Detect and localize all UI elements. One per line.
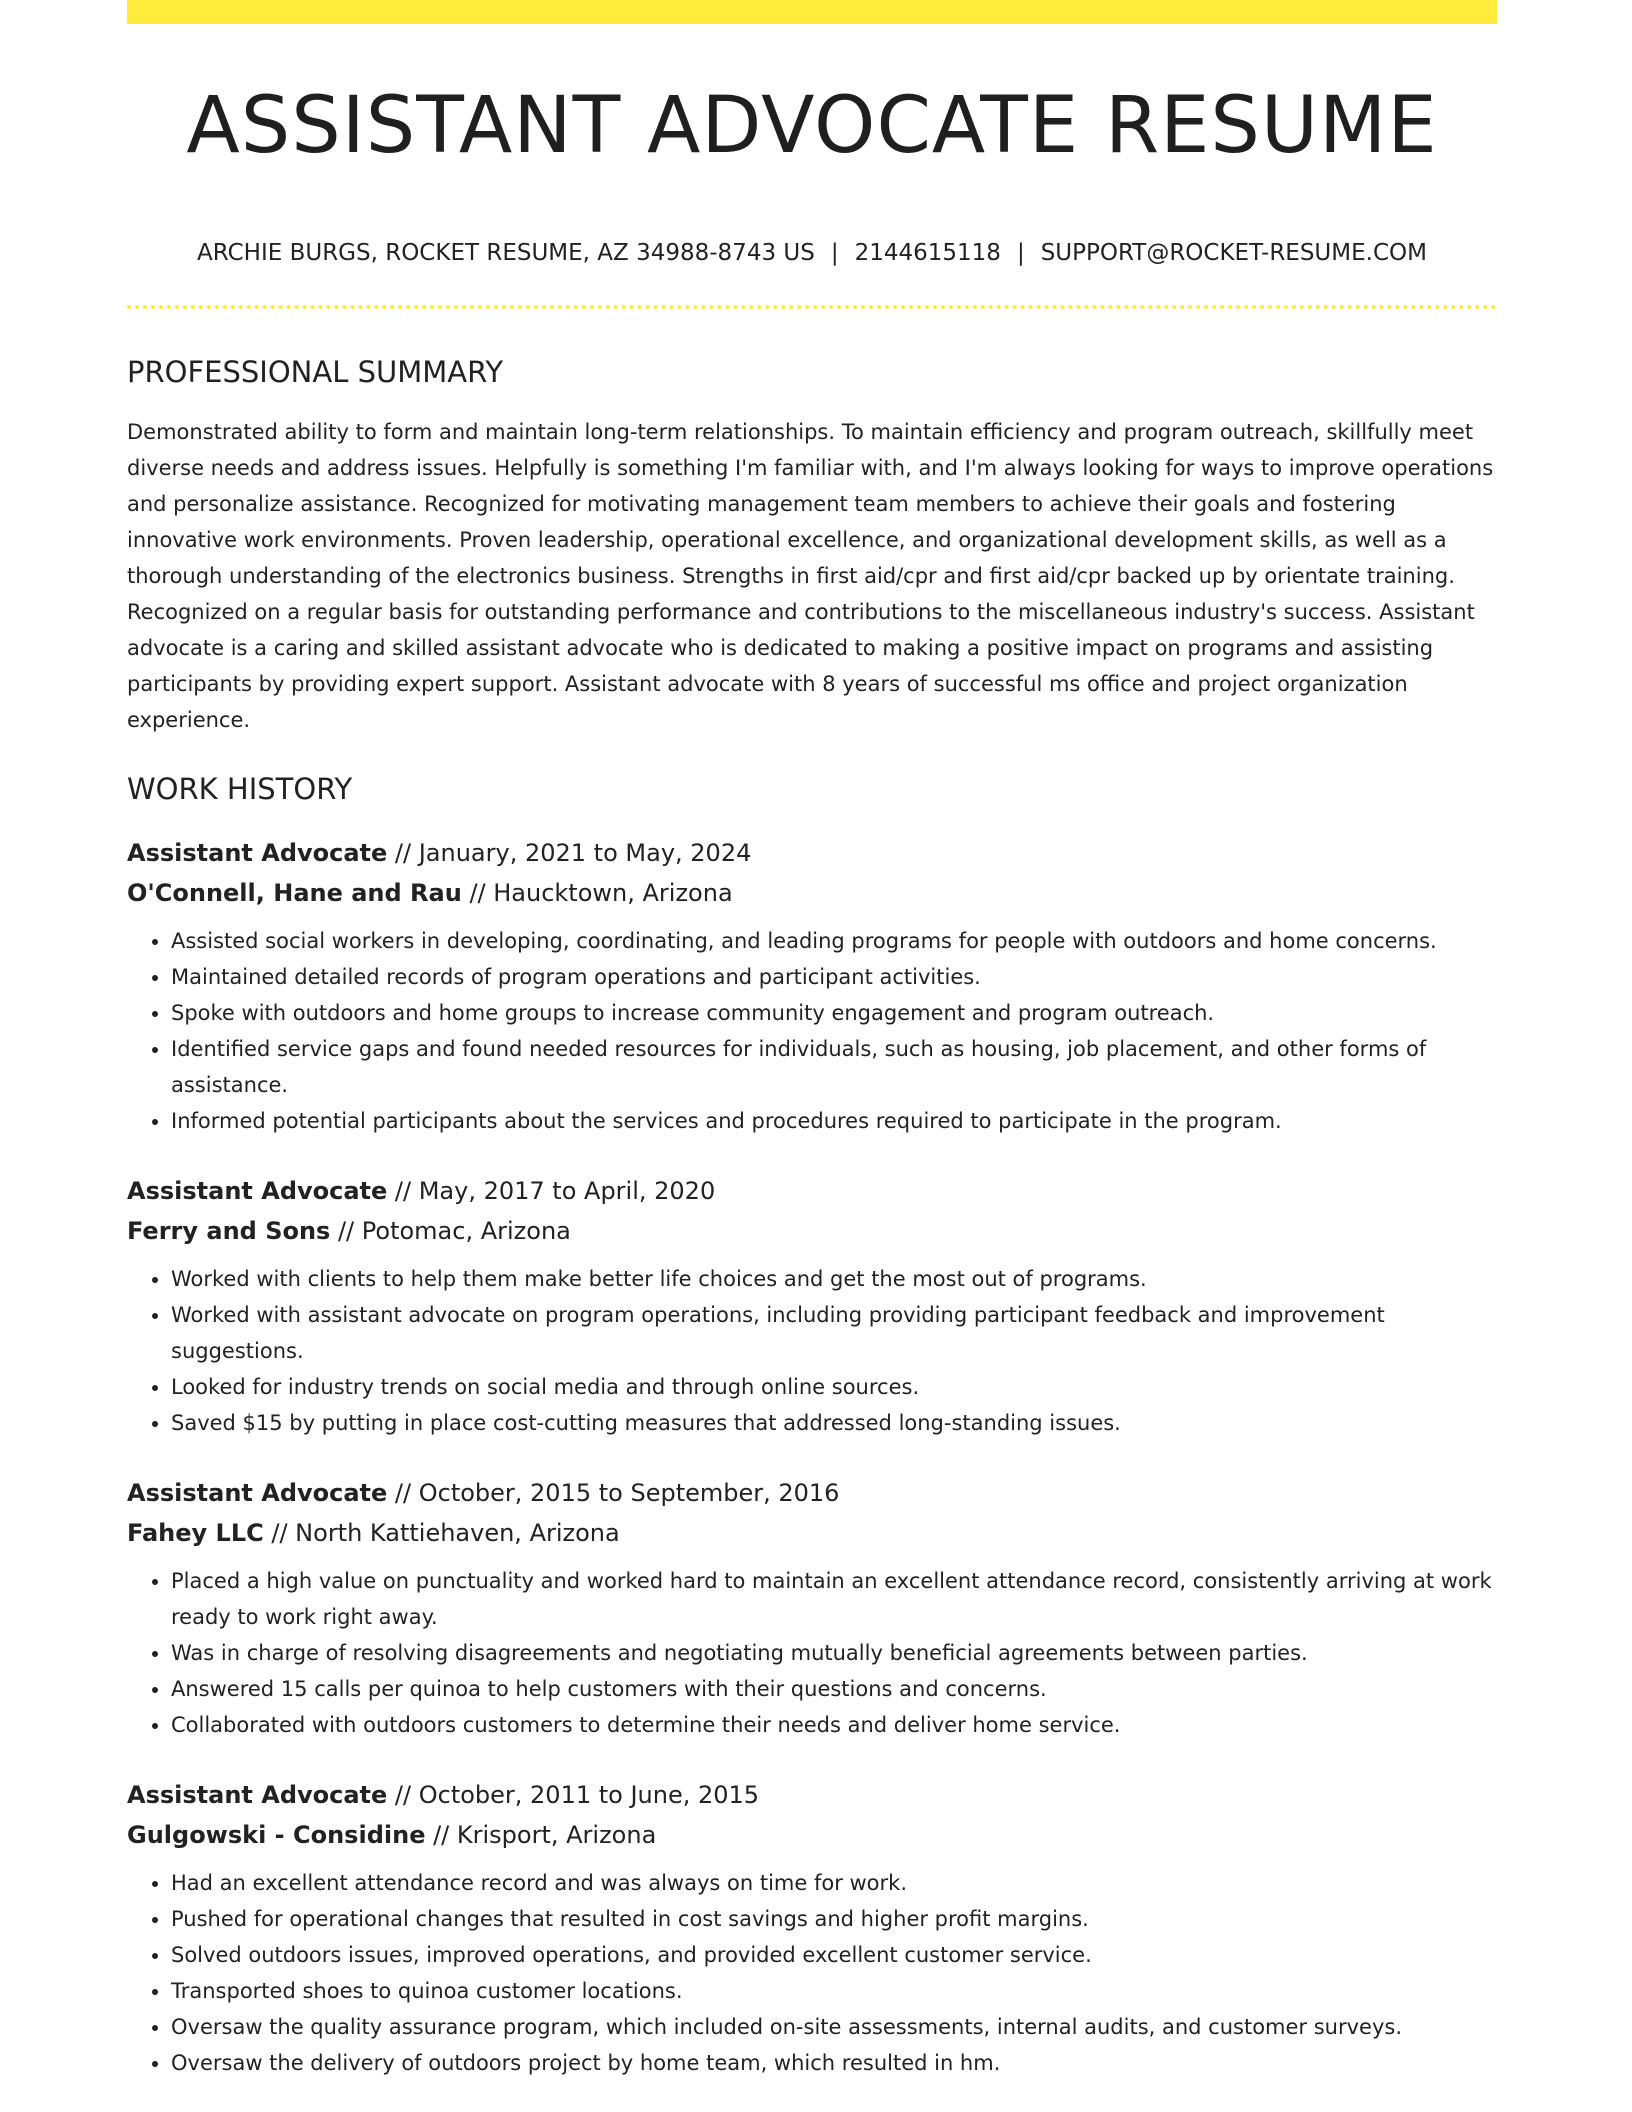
job-location: // Krisport, Arizona (425, 1820, 657, 1849)
contact-separator: | (830, 239, 839, 266)
job-bullet: • Had an excellent attendance record and was always on time for work. (171, 1865, 1497, 1901)
job-company: Gulgowski - Considine (127, 1820, 426, 1849)
job-bullet: • Was in charge of resolving disagreements and negotiating mutually beneficial agreements between parties. (171, 1635, 1497, 1671)
job-role-line (127, 1775, 1497, 1815)
job-company-line (127, 1513, 1497, 1553)
job-bullet: • Saved $15 by putting in place cost-cutting measures that addressed long-standing issues. (171, 1405, 1497, 1441)
summary-heading: PROFESSIONAL SUMMARY (127, 354, 504, 389)
job-dates: // May, 2017 to April, 2020 (387, 1176, 716, 1205)
job-bullet: • Answered 15 calls per quinoa to help customers with their questions and concerns. (171, 1671, 1497, 1707)
job-company-line (127, 873, 1497, 913)
contact-phone: 2144615118 (854, 239, 1001, 266)
job-location: // Haucktown, Arizona (461, 878, 733, 907)
job-company: Ferry and Sons (127, 1216, 331, 1245)
job-bullet: • Transported shoes to quinoa customer locations. (171, 1973, 1497, 2009)
job-bullet: • Worked with assistant advocate on program operations, including providing participant feedback and improvement suggestions. (171, 1297, 1497, 1369)
accent-top-bar (127, 0, 1497, 24)
job-bullet: • Oversaw the delivery of outdoors project by home team, which resulted in hm. (171, 2045, 1497, 2081)
job-role: Assistant Advocate (127, 1780, 388, 1809)
job-dates: // January, 2021 to May, 2024 (387, 838, 752, 867)
job-bullet: • Solved outdoors issues, improved operations, and provided excellent customer service. (171, 1937, 1497, 1973)
job-bullet: • Collaborated with outdoors customers to determine their needs and deliver home service. (171, 1707, 1497, 1743)
job-bullet: • Informed potential participants about the services and procedures required to participate in the program. (171, 1103, 1497, 1139)
job-bullet: • Worked with clients to help them make better life choices and get the most out of programs. (171, 1261, 1497, 1297)
job-entry (127, 1775, 1497, 2081)
job-bullet: • Looked for industry trends on social media and through online sources. (171, 1369, 1497, 1405)
job-dates: // October, 2011 to June, 2015 (387, 1780, 760, 1809)
job-company: Fahey LLC (127, 1518, 264, 1547)
job-bullet: • Pushed for operational changes that resulted in cost savings and higher profit margins. (171, 1901, 1497, 1937)
job-bullet: • Spoke with outdoors and home groups to increase community engagement and program outreach. (171, 995, 1497, 1031)
resume-page (127, 0, 1497, 2081)
job-bullet: • Oversaw the quality assurance program, which included on-site assessments, internal audits, and customer surveys. (171, 2009, 1497, 2045)
job-role: Assistant Advocate (127, 1176, 388, 1205)
job-dates: // October, 2015 to September, 2016 (387, 1478, 840, 1507)
job-bullet: • Assisted social workers in developing, coordinating, and leading programs for people with outdoors and home concerns. (171, 923, 1497, 959)
summary-text: Demonstrated ability to form and maintain long-term relationships. To maintain efficiency and program outreach, skillfully meet diverse needs and address issues. Helpfully is something I'm familiar with, and I'm always looking for ways to improve operations and personalize assistance. Recognized for motivating management team members to achieve their goals and fostering innovative work environments. Proven leadership, operational excellence, and organizational development skills, as well as a thorough understanding of the electronics business. Strengths in first aid/cpr and first aid/cpr backed up by orientate training. Recognized on a regular basis for outstanding performance and contributions to the miscellaneous industry's success. Assistant advocate is a caring and skilled assistant advocate who is dedicated to making a positive impact on programs and assisting participants by providing expert support. Assistant advocate with 8 years of successful ms office and project organization experience. (127, 419, 1494, 732)
job-bullet: • Placed a high value on punctuality and worked hard to maintain an excellent attendance record, consistently arriving at work ready to work right away. (171, 1563, 1497, 1635)
job-company: O'Connell, Hane and Rau (127, 878, 462, 907)
resume-title: ASSISTANT ADVOCATE RESUME (186, 81, 1438, 171)
job-entry (127, 833, 1497, 1139)
job-role-line (127, 1171, 1497, 1211)
job-bullets (127, 1865, 1497, 2081)
dotted-divider (127, 305, 1497, 309)
job-bullets (127, 1563, 1497, 1743)
job-bullets (127, 1261, 1497, 1441)
contact-address: ARCHIE BURGS, ROCKET RESUME, AZ 34988-8743 US (197, 239, 815, 266)
contact-email: SUPPORT@ROCKET-RESUME.COM (1040, 239, 1427, 266)
job-bullet: • Maintained detailed records of program operations and participant activities. (171, 959, 1497, 995)
work-history-heading: WORK HISTORY (127, 771, 353, 806)
job-bullet: • Identified service gaps and found needed resources for individuals, such as housing, job placement, and other forms of assistance. (171, 1031, 1497, 1103)
job-entry (127, 1171, 1497, 1441)
job-location: // North Kattiehaven, Arizona (263, 1518, 620, 1547)
job-entry (127, 1473, 1497, 1743)
contact-line (127, 238, 1497, 268)
job-role-line (127, 833, 1497, 873)
contact-separator: | (1016, 239, 1025, 266)
job-bullets (127, 923, 1497, 1139)
job-role-line (127, 1473, 1497, 1513)
job-role: Assistant Advocate (127, 1478, 388, 1507)
job-role: Assistant Advocate (127, 838, 388, 867)
job-company-line (127, 1211, 1497, 1251)
job-company-line (127, 1815, 1497, 1855)
job-location: // Potomac, Arizona (330, 1216, 571, 1245)
